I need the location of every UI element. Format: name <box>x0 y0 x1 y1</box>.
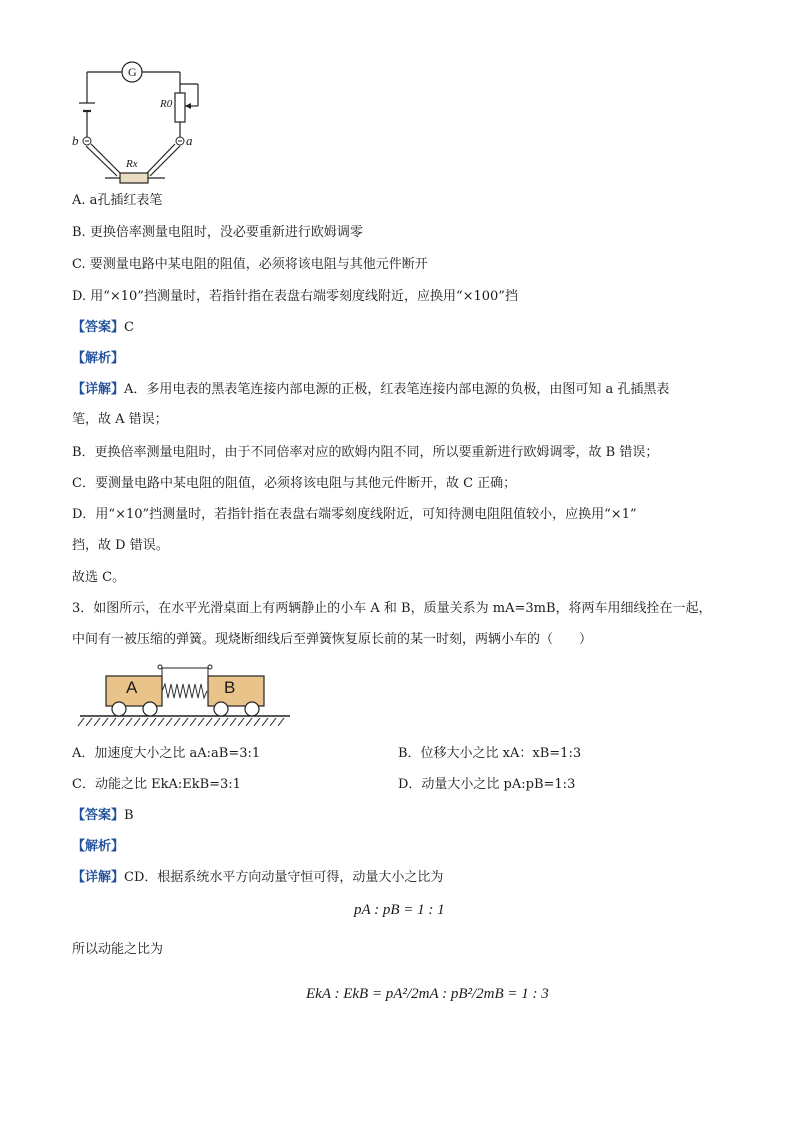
q2-analysis-line3: B．更换倍率测量电阻时，由于不同倍率对应的欧姆内阻不同，所以要重新进行欧姆调零，故 B 错误； <box>72 445 659 460</box>
q2-analysis-line5: D．用“×10”挡测量时，若指针指在表盘右端零刻度线附近，可知待测电阻阻值较小，应换用“×1” <box>72 507 637 522</box>
answer-tag: 【答案】 <box>72 320 125 335</box>
detail-tag: 【详解】 <box>72 870 125 885</box>
q3-stem-line2: 中间有一被压缩的弹簧。现烧断细线后至弹簧恢复原长前的某一时刻，两辆小车的（ ） <box>72 632 593 647</box>
q2-analysis-line1 <box>72 380 669 400</box>
terminal-b-label: b <box>72 133 79 148</box>
q3-analysis-line1 <box>72 868 443 888</box>
q2-analysis-line4: C．要测量电路中某电阻的阻值，必须将该电阻与其他元件断开，故 C 正确； <box>72 476 517 491</box>
cart-b-label: B <box>224 678 236 697</box>
answer-tag: 【答案】 <box>72 808 125 823</box>
q2-analysis-line2: 笔，故 A 错误； <box>72 412 168 427</box>
answer-value: C <box>124 320 134 335</box>
equation-kinetic-energy-ratio: EkA : EkB = pA²/2mA : pB²/2mB = 1 : 3 <box>306 986 549 1002</box>
analysis-text: CD．根据系统水平方向动量守恒可得，动量大小之比为 <box>124 870 444 885</box>
equation-momentum-ratio: pA : pB = 1 : 1 <box>354 902 445 918</box>
galvanometer-label: G <box>128 65 137 79</box>
detail-tag: 【详解】 <box>72 382 125 397</box>
analysis-tag: 【解析】 <box>72 839 125 854</box>
q2-analysis-tag <box>72 349 124 369</box>
q3-option-a: A．加速度大小之比 aA:aB=3:1 <box>72 746 261 761</box>
cart-a-label: A <box>126 678 138 697</box>
circuit-diagram <box>70 58 230 188</box>
analysis-tag: 【解析】 <box>72 351 125 366</box>
q3-option-b: B．位移大小之比 xA：xB=1:3 <box>398 746 582 761</box>
answer-value: B <box>124 808 134 823</box>
carts-diagram <box>76 662 296 732</box>
q3-option-d: D．动量大小之比 pA:pB=1:3 <box>398 777 576 792</box>
q2-option-a: A. a孔插红表笔 <box>72 193 163 208</box>
terminal-a-label: a <box>186 133 193 148</box>
analysis-text: A．多用电表的黑表笔连接内部电源的正极，红表笔连接内部电源的负极，由图可知 a 孔插黑表 <box>124 382 670 397</box>
q2-answer <box>72 318 134 338</box>
q2-conclusion: 故选 C。 <box>72 570 126 585</box>
q2-option-d: D. 用“×10”挡测量时，若指针指在表盘右端零刻度线附近，应换用“×100”挡 <box>72 289 518 304</box>
q3-stem-line1: 3．如图所示，在水平光滑桌面上有两辆静止的小车 A 和 B，质量关系为 mA=3mB，将两车用细线拴在一起， <box>72 601 712 616</box>
q3-analysis-tag <box>72 837 124 857</box>
q2-analysis-line6: 挡，故 D 错误。 <box>72 538 169 553</box>
resistor-label: Rx <box>126 158 138 170</box>
q2-option-b: B. 更换倍率测量电阻时，没必要重新进行欧姆调零 <box>72 225 363 240</box>
rheostat-label: R0 <box>160 98 173 110</box>
q2-option-c: C. 要测量电路中某电阻的阻值，必须将该电阻与其他元件断开 <box>72 257 428 272</box>
q3-answer <box>72 806 134 826</box>
q3-option-c: C．动能之比 EkA:EkB=3:1 <box>72 777 241 792</box>
q3-analysis-line2: 所以动能之比为 <box>72 942 164 957</box>
